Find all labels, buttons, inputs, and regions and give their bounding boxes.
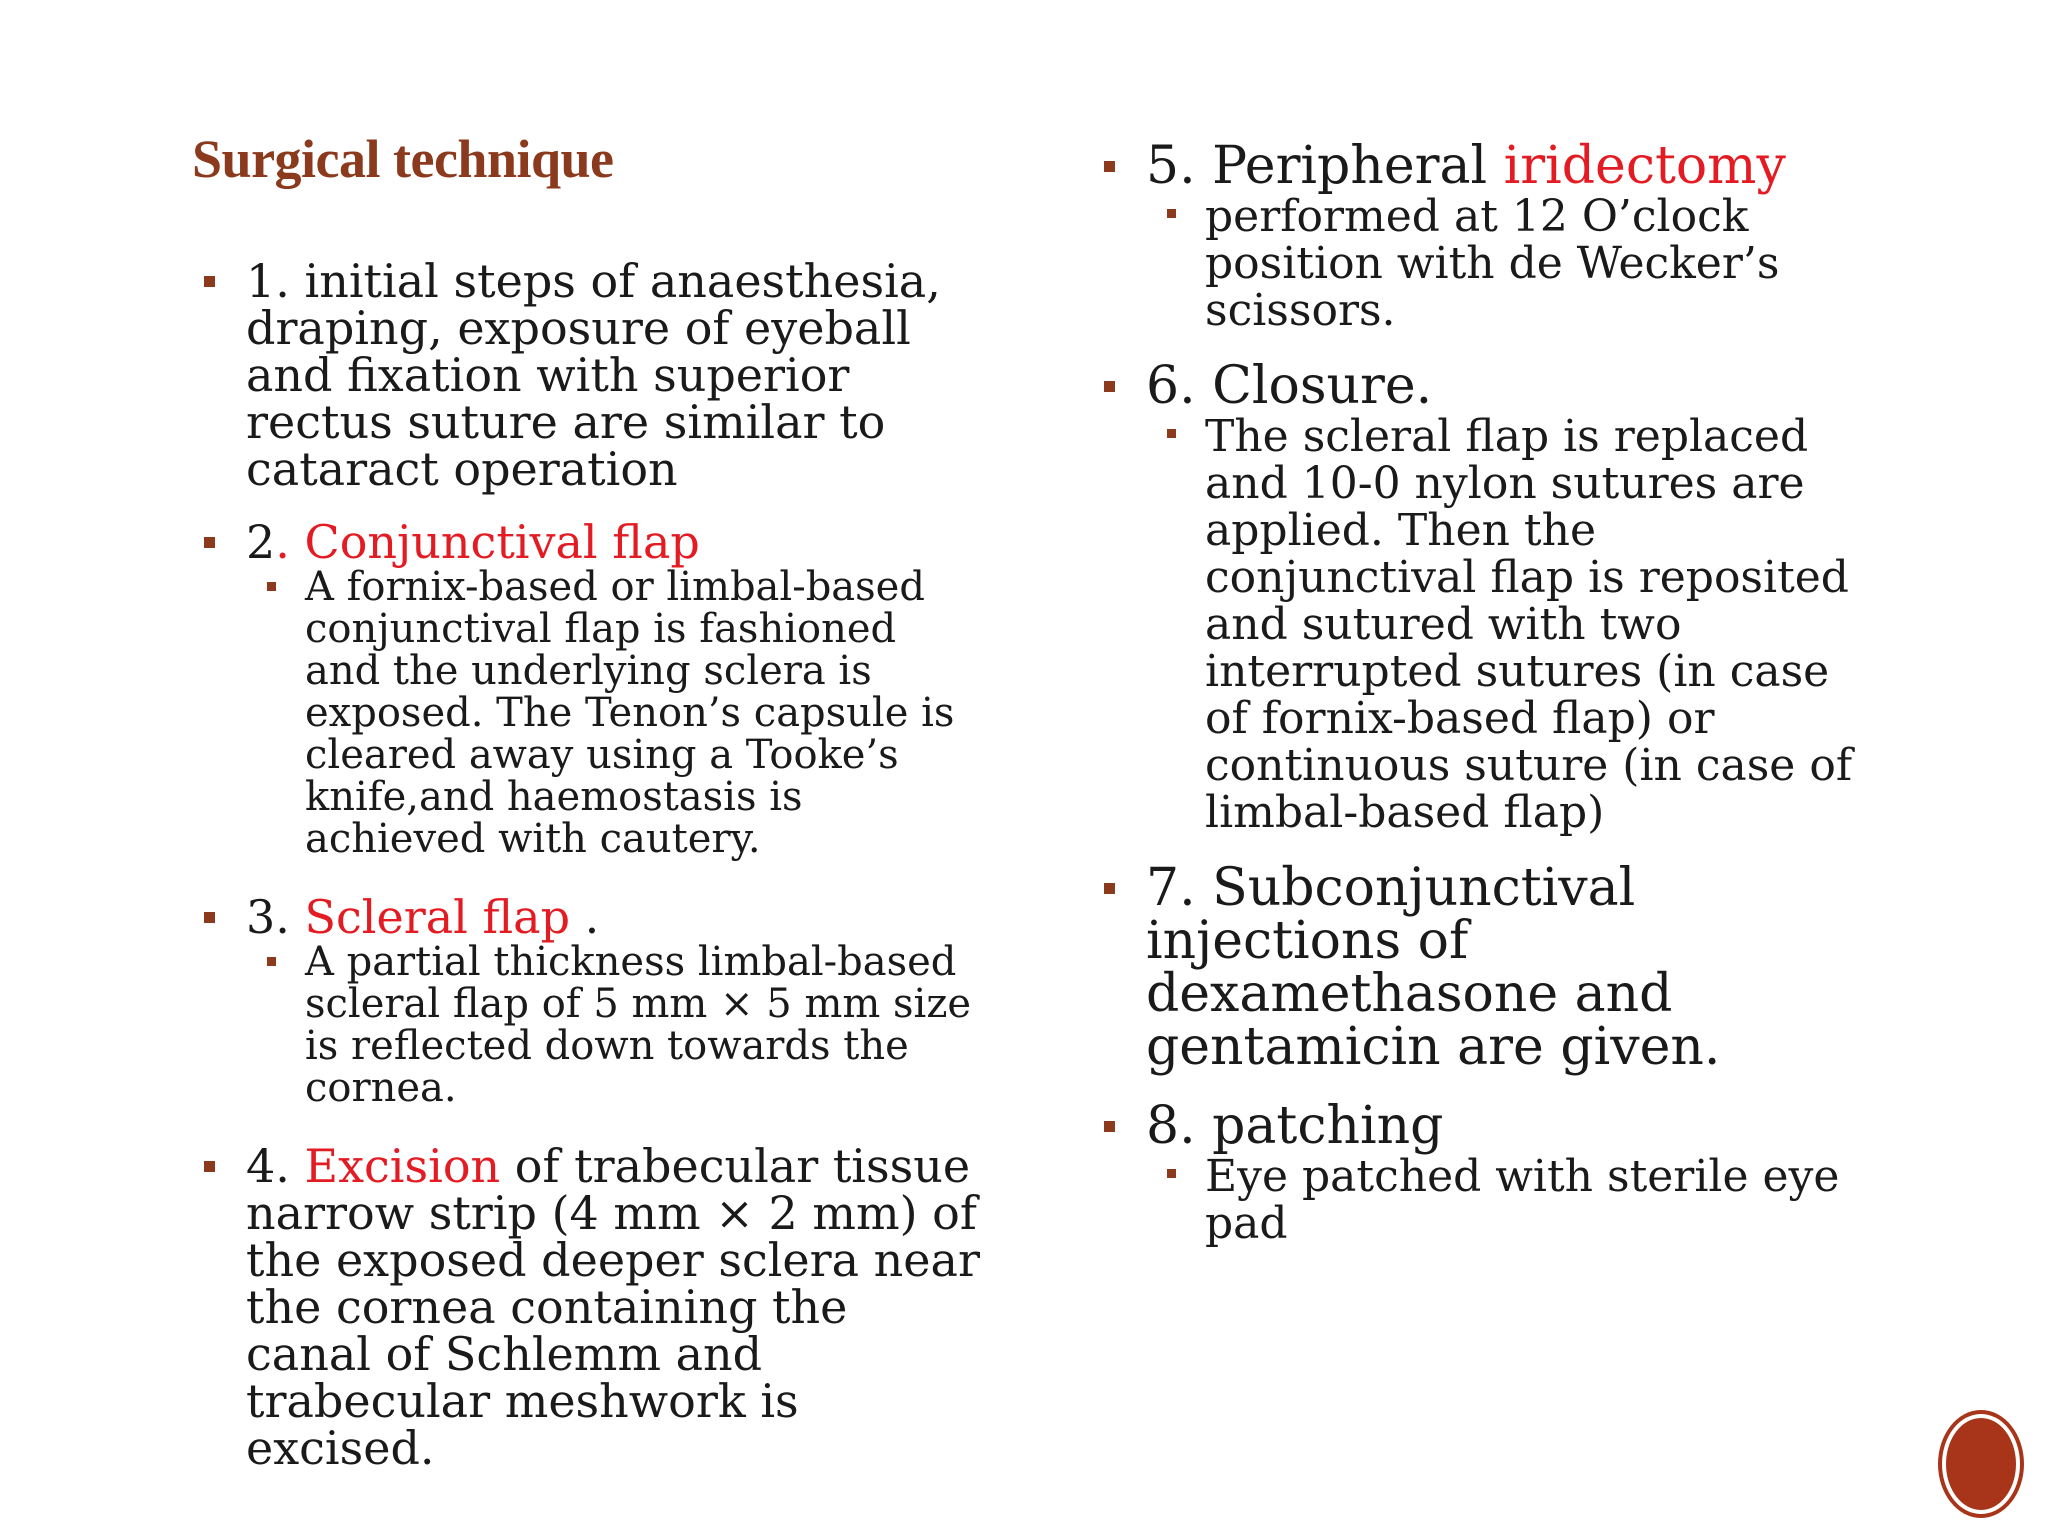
step-6-detail — [1145, 413, 1880, 836]
circle-icon — [1946, 1418, 2016, 1510]
bullet-icon — [1167, 1169, 1176, 1178]
bullet-icon — [204, 276, 215, 287]
step-5-number: 5. Peripheral — [1146, 136, 1504, 196]
step-6-detail-text: The scleral flap is replaced and 10-0 nylon sutures are applied. Then the conjunctival flap is reposited and sutured with two interrupted sutures (in case of fornix-based flap) or continuous suture (in case of limbal-based flap) — [1205, 411, 1853, 838]
step-7 — [1100, 858, 1880, 1077]
left-column — [200, 254, 980, 1475]
step-3-after: . — [570, 890, 600, 944]
step-7-text: 7. Subconjunctival injections of dexamethasone and gentamicin are given. — [1146, 858, 1721, 1077]
step-4-heading: Excision — [304, 1139, 501, 1193]
step-2-detail — [245, 566, 980, 860]
step-2-heading: . Conjunctival flap — [275, 515, 700, 569]
bullet-icon — [204, 912, 215, 923]
step-3 — [200, 890, 980, 944]
step-4 — [200, 1139, 980, 1475]
step-8-text: 8. patching — [1146, 1096, 1444, 1156]
step-1-text: 1. initial steps of anaesthesia, draping, exposure of eyeball and fixation with superior rectus suture are similar to cataract operation — [246, 254, 941, 496]
bullet-icon — [267, 957, 276, 966]
step-6 — [1100, 356, 1880, 416]
bullet-icon — [1104, 883, 1115, 894]
step-8-detail-text: Eye patched with sterile eye pad — [1205, 1151, 1840, 1249]
step-5-heading: iridectomy — [1503, 136, 1786, 196]
step-2-number: 2 — [246, 515, 276, 569]
slide-title: Surgical technique — [192, 129, 614, 189]
step-5 — [1100, 136, 1880, 196]
step-3-detail-text: A partial thickness limbal-based scleral flap of 5 mm × 5 mm size is reflected down towards the cornea. — [305, 939, 972, 1111]
bullet-icon — [1104, 161, 1115, 172]
step-2-detail-text: A fornix-based or limbal-based conjunctival flap is fashioned and the underlying sclera is exposed. The Tenon’s capsule is cleared away using a Tooke’s knife,and haemostasis is achieved with cautery. — [305, 564, 955, 862]
bullet-icon — [1104, 1121, 1115, 1132]
step-5-detail-text: performed at 12 O’clock position with de Wecker’s scissors. — [1205, 191, 1780, 336]
step-4-text: of trabecular tissue narrow strip (4 mm × 2 mm) of the exposed deeper sclera near the cornea containing the canal of Schlemm and trabecular meshwork is excised. — [246, 1139, 980, 1475]
step-1 — [200, 254, 980, 496]
step-8 — [1100, 1096, 1880, 1156]
step-6-text: 6. Closure. — [1146, 356, 1433, 416]
bullet-icon — [267, 582, 276, 591]
step-5-detail — [1145, 193, 1880, 334]
bullet-icon — [204, 537, 215, 548]
step-3-detail — [245, 941, 980, 1109]
step-4-number: 4. — [246, 1139, 305, 1193]
bullet-icon — [1167, 209, 1176, 218]
bullet-icon — [1167, 429, 1176, 438]
step-8-detail — [1145, 1153, 1880, 1247]
step-2 — [200, 515, 980, 569]
bullet-icon — [1104, 381, 1115, 392]
bullet-icon — [204, 1161, 215, 1172]
step-3-heading: Scleral flap — [304, 890, 571, 944]
step-3-number: 3. — [246, 890, 305, 944]
right-column — [1100, 136, 1880, 1249]
